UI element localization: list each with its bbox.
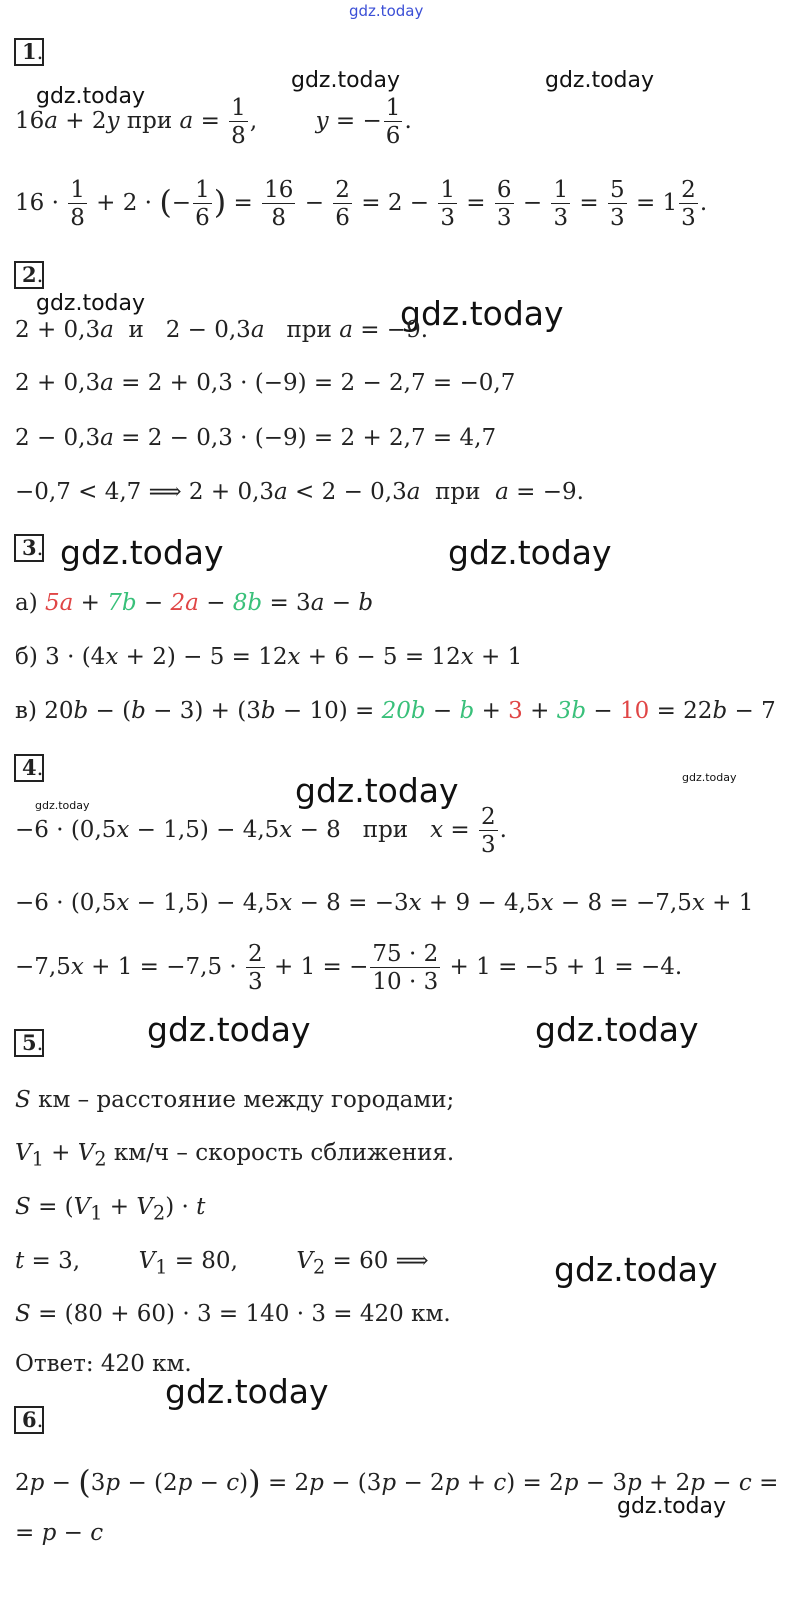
task2-condition: 2 + 0,3a и 2 − 0,3a при a = −9. [15, 317, 429, 343]
watermark: gdz.today [35, 799, 90, 812]
task-number-1: 1. [14, 38, 44, 66]
watermark: gdz.today [147, 1010, 311, 1049]
watermark: gdz.today [165, 1372, 329, 1411]
task-number-4: 4. [14, 754, 44, 782]
task4-line-2: −6 · (0,5x − 1,5) − 4,5x − 8 = −3x + 9 − 4,5x − 8 = −7,5x + 1 [15, 890, 754, 916]
watermark: gdz.today [400, 294, 564, 333]
task6-line-1: 2p − (3p − (2p − c)) = 2p − (3p − 2p + c) = 2p − 3p + 2p − c = [15, 1463, 779, 1501]
task-number-6: 6. [14, 1406, 44, 1434]
watermark: gdz.today [291, 68, 401, 93]
watermark: gdz.today [682, 771, 737, 784]
watermark: gdz.today [545, 68, 655, 93]
watermark: gdz.today [60, 533, 224, 572]
task3-b: б) 3 · (4x + 2) − 5 = 12x + 6 − 5 = 12x + 1 [15, 644, 523, 670]
task5-line-4: t = 3, $V_1 = 80$, $V_2 = 60$ ⟹ [15, 1248, 429, 1279]
task5-line-1: S км – расстояние между городами; [15, 1087, 455, 1113]
fraction: $\frac{1}{8}$ [231, 95, 246, 150]
task-number-2: 2. [14, 261, 44, 289]
task5-answer: Ответ: 420 км. [15, 1351, 192, 1377]
task6-line-2: = p − c [15, 1520, 104, 1546]
task2-line-2: 2 + 0,3a = 2 + 0,3 · (−9) = 2 − 2,7 = −0,7 [15, 370, 516, 396]
watermark-top: gdz.today [349, 2, 424, 20]
task-number-5: 5. [14, 1029, 44, 1057]
watermark: gdz.today [554, 1250, 718, 1289]
task5-line-5: S = (80 + 60) · 3 = 140 · 3 = 420 км. [15, 1301, 451, 1327]
watermark: gdz.today [535, 1010, 699, 1049]
task1-condition: 16a + 2y при a = $\frac{1}{8}$ , y = − $\frac{1}{6}$ . [15, 95, 412, 150]
task-number-3: 3. [14, 534, 44, 562]
task4-line-3: −7,5x + 1 = −7,5 · $\frac{2}{3}$ + 1 = − $\frac{75 \cdot 2}{10 \cdot 3}$ + 1 = −5 + 1 = −4. [15, 941, 683, 996]
task2-line-3: 2 − 0,3a = 2 − 0,3 · (−9) = 2 + 2,7 = 4,7 [15, 425, 497, 451]
task5-line-3: $S = (V_1 + V_2) \cdot t$ [15, 1194, 206, 1225]
watermark: gdz.today [295, 771, 459, 810]
task4-condition: −6 · (0,5x − 1,5) − 4,5x − 8 при x = $\frac{2}{3}$ . [15, 804, 507, 859]
watermark: gdz.today [36, 84, 146, 109]
task2-line-4: −0,7 < 4,7 ⟹ 2 + 0,3a < 2 − 0,3a при a = −9. [15, 479, 584, 505]
task5-line-2: $V_1 + V_2$ км/ч – скорость сближения. [15, 1140, 455, 1171]
watermark: gdz.today [36, 291, 146, 316]
task3-a: а) 5a + 7b − 2a − 8b = 3a − b [15, 590, 374, 616]
watermark: gdz.today [448, 533, 612, 572]
task1-solution: 16 · $\frac{1}{8}$ + 2 · (− $\frac{1}{6}$ ) = $\frac{16}{8}$ − $\frac{2}{6}$ = 2 − $\frac{1}{3}$ = $\frac{6}{3}$ − $\frac{1}{3}$ = $\frac{5}{3}$ = 1 $\frac{2}{3}$ . [15, 177, 708, 232]
task3-c: в) 20b − (b − 3) + (3b − 10) = 20b − b + 3 + 3b − 10 = 22b − 7 [15, 698, 776, 724]
watermark: gdz.today [617, 1494, 727, 1519]
fraction: $\frac{1}{6}$ [385, 95, 401, 150]
